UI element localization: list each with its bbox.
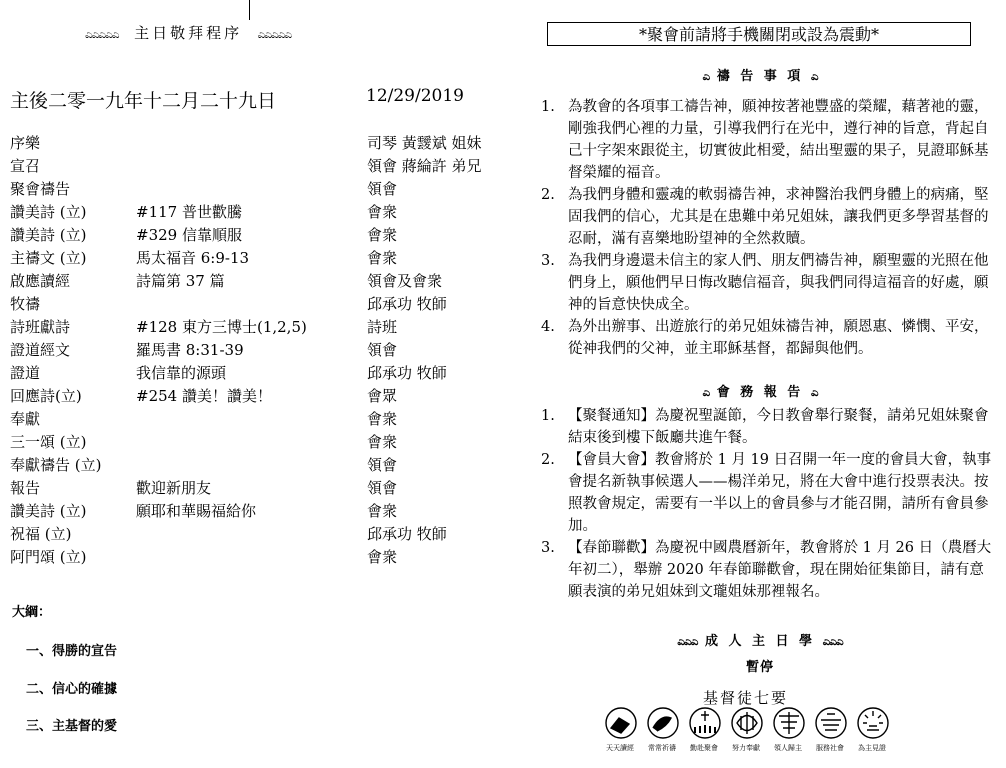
list-item: 1. 為教會的各項事工禱告神，願神按著祂豐盛的榮耀，藉著祂的靈，剛強我們心裡的力量，引導我們行在光中，遵行神的旨意，背起自己十字架來跟從主，切實彼此相愛，結出聖靈的果子，見證耶穌基督榮耀的福音。 <box>541 99 989 181</box>
list-item: 3. 【春節聯歡】為慶祝中國農曆新年，教會將於 1 月 26 日（農曆大年初二），舉辦 2020 年春節聯歡會，現在開始征集節目，請有意願表演的弟兄姐妹到文瓏姐妹那裡報名。 <box>541 540 992 600</box>
program-row: 回應詩(立) #254 讚美！讚美！ 會眾 <box>10 387 398 405</box>
program-row: 證道經文 羅馬書 8:31-39 領會 <box>10 341 398 359</box>
ornament-left: ಎಎಎಎಎ <box>85 27 119 41</box>
program-row: 證道 我信靠的源頭 邱承功 牧師 <box>10 364 447 382</box>
program-row: 牧禱 邱承功 牧師 <box>10 295 447 313</box>
date-chinese: 主後二零一九年十二月二十九日 <box>10 90 277 112</box>
list-item: 2. 為我們身體和靈魂的軟弱禱告神，求神醫治我們身體上的病痛，堅固我們的信心，尤其是在患難中弟兄姐妹，讓我們更多學習基督的忍耐，滿有喜樂地盼望神的全然救贖。 <box>541 187 989 247</box>
phone-notice-box: *聚會前請將手機關閉或設為震動* <box>547 22 971 46</box>
sunday-school-heading: ಎಎಎ 成 人 主 日 學 ಎಎಎ <box>677 634 843 649</box>
program-row: 主禱文 (立) 馬太福音 6:9-13 會衆 <box>10 249 398 267</box>
outline-item: 一、得勝的宣告 <box>26 644 118 659</box>
program-row: 阿門頌 (立) 會衆 <box>10 548 398 566</box>
label-offering: 努力奉獻 <box>732 744 760 752</box>
page-title <box>85 22 291 43</box>
community-service-icon <box>816 708 846 738</box>
outline-item: 三、主基督的愛 <box>26 719 118 734</box>
list-item: 2. 【會員大會】教會將於 1 月 19 日召開一年一度的會員大會，執事會提名新執事候選人——楊洋弟兄，將在大會中進行投票表決。按照教會規定，需要有一半以上的會員參与才能召開，請所有會員參加。 <box>541 452 992 534</box>
label-prayer: 常常祈禱 <box>648 744 676 752</box>
seven-essentials-logo <box>601 706 901 740</box>
program-row: 讚美詩 (立) #117 普世歡騰 會衆 <box>10 203 398 221</box>
program-row: 宣召 領會 蔣綸許 弟兄 <box>10 157 482 175</box>
sunday-school-status: 暫停 <box>745 660 774 675</box>
list-item: 3. 為我們身邊還未信主的家人們、朋友們禱告神，願聖靈的光照在他們身上，願他們早日悔改聽信福音，與我們同得這福音的好處，願神的旨意快快成全。 <box>541 253 989 313</box>
top-divider-line <box>249 0 250 20</box>
prayer-list <box>541 96 996 360</box>
program-row: 三一頌 (立) 會衆 <box>10 433 398 451</box>
seven-essentials-title: 基督徒七要 <box>703 689 789 707</box>
prayer-heading: ಎ 禱 告 事 項 ಎ <box>702 69 818 84</box>
news-heading: ಎ 會 務 報 告 ಎ <box>702 385 818 400</box>
title-text: 主日敬拜程序 <box>134 24 243 42</box>
program-row: 報告 歡迎新朋友 領會 <box>10 479 398 497</box>
program-row: 奉獻禱告 (立) 領會 <box>10 456 398 474</box>
label-bible-reading: 天天讀經 <box>606 744 634 752</box>
label-community: 服務社會 <box>816 744 844 752</box>
label-evangelism: 領人歸主 <box>774 744 802 752</box>
label-witness: 為主見證 <box>858 744 886 752</box>
program-row: 聚會禱告 領會 <box>10 180 398 198</box>
program-row: 詩班獻詩 #128 東方三博士(1,2,5) 詩班 <box>10 318 398 336</box>
list-item: 1. 【聚餐通知】為慶祝聖誕節，今日教會舉行聚餐，請弟兄姐妹聚會結束後到樓下飯廳共進午餐。 <box>541 408 989 446</box>
list-item: 4. 為外出辦事、出遊旅行的弟兄姐妹禱告神，願恩惠、憐憫、平安，從神我們的父神，並主耶穌基督，都歸與他們。 <box>541 319 989 357</box>
program-row: 讚美詩 (立) 願耶和華賜福給你 會衆 <box>10 502 398 520</box>
program-row: 奉獻 會衆 <box>10 410 398 428</box>
program-row: 讚美詩 (立) #329 信靠順服 會衆 <box>10 226 398 244</box>
news-list <box>541 405 996 603</box>
label-worship: 勤赴聚會 <box>690 744 718 752</box>
outline-heading: 大綱： <box>12 605 52 620</box>
program-row: 啟應讀經 詩篇第 37 篇 領會及會衆 <box>10 272 443 290</box>
date-english: 12/29/2019 <box>366 86 464 106</box>
ornament-right: ಎಎಎಎಎ <box>257 27 292 41</box>
program-row: 祝福 (立) 邱承功 牧師 <box>10 525 447 543</box>
outline-item: 二、信心的確據 <box>26 682 118 697</box>
program-row: 序樂 司琴 黃靉斌 姐妹 <box>10 134 482 152</box>
